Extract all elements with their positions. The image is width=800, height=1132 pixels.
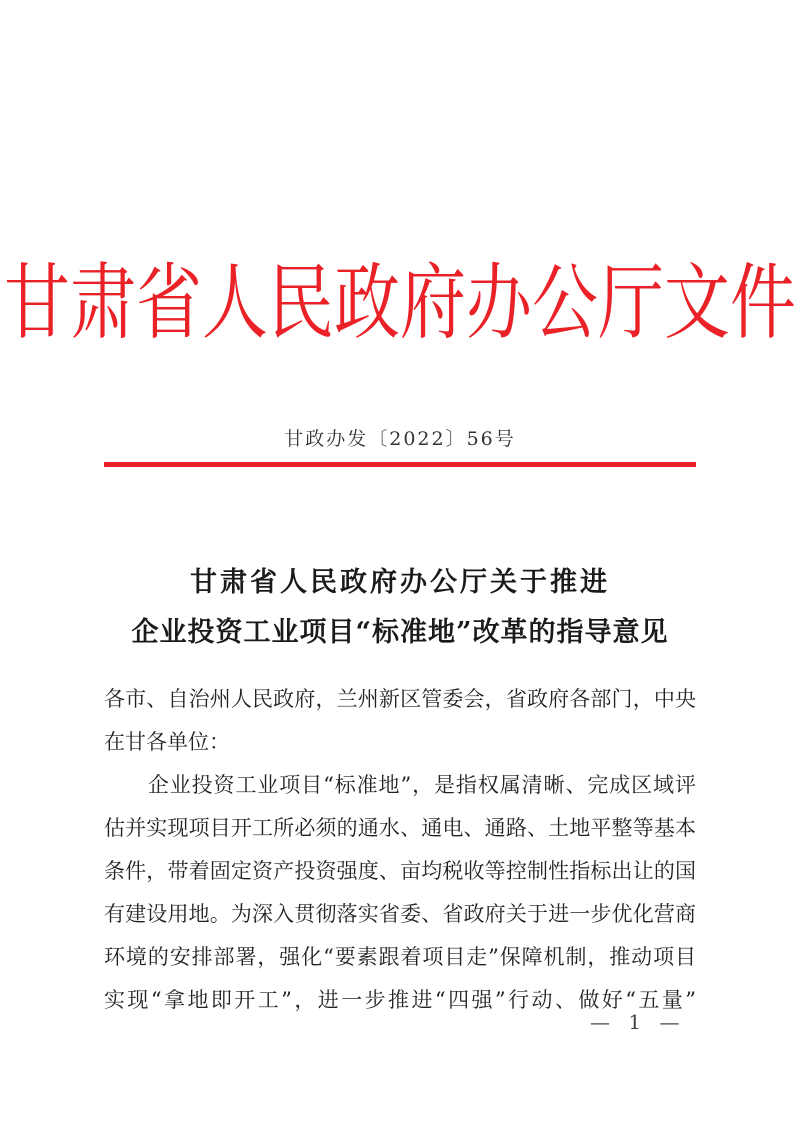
body-line: 企业投资工业项目“标准地”，是指权属清晰、完成区域评 [104, 773, 696, 797]
body-line: 环境的安排部署，强化“要素跟着项目走”保障机制，推动项目 [104, 945, 696, 969]
document-title-line-2: 企业投资工业项目“标准地”改革的指导意见 [131, 617, 669, 648]
page-number: — 1 — [590, 1010, 686, 1034]
body-line: 在甘各单位： [104, 730, 230, 754]
document-title-line-1: 甘肃省人民政府办公厅关于推进 [190, 567, 610, 598]
body-line: 估并实现项目开工所必须的通水、通电、通路、土地平整等基本 [104, 816, 696, 840]
body-line: 有建设用地。为深入贯彻落实省委、省政府关于进一步优化营商 [104, 902, 696, 926]
body-line: 各市、自治州人民政府，兰州新区管委会，省政府各部门，中央 [104, 687, 696, 711]
document-number: 甘政办发〔2022〕56号 [284, 428, 516, 450]
body-line: 实现“拿地即开工”，进一步推进“四强”行动、做好“五量” [104, 988, 696, 1012]
document-masthead: 甘肃省人民政府办公厅文件 [4, 254, 796, 351]
red-divider-line [104, 462, 696, 467]
body-line: 条件，带着固定资产投资强度、亩均税收等控制性指标出让的国 [104, 859, 696, 883]
